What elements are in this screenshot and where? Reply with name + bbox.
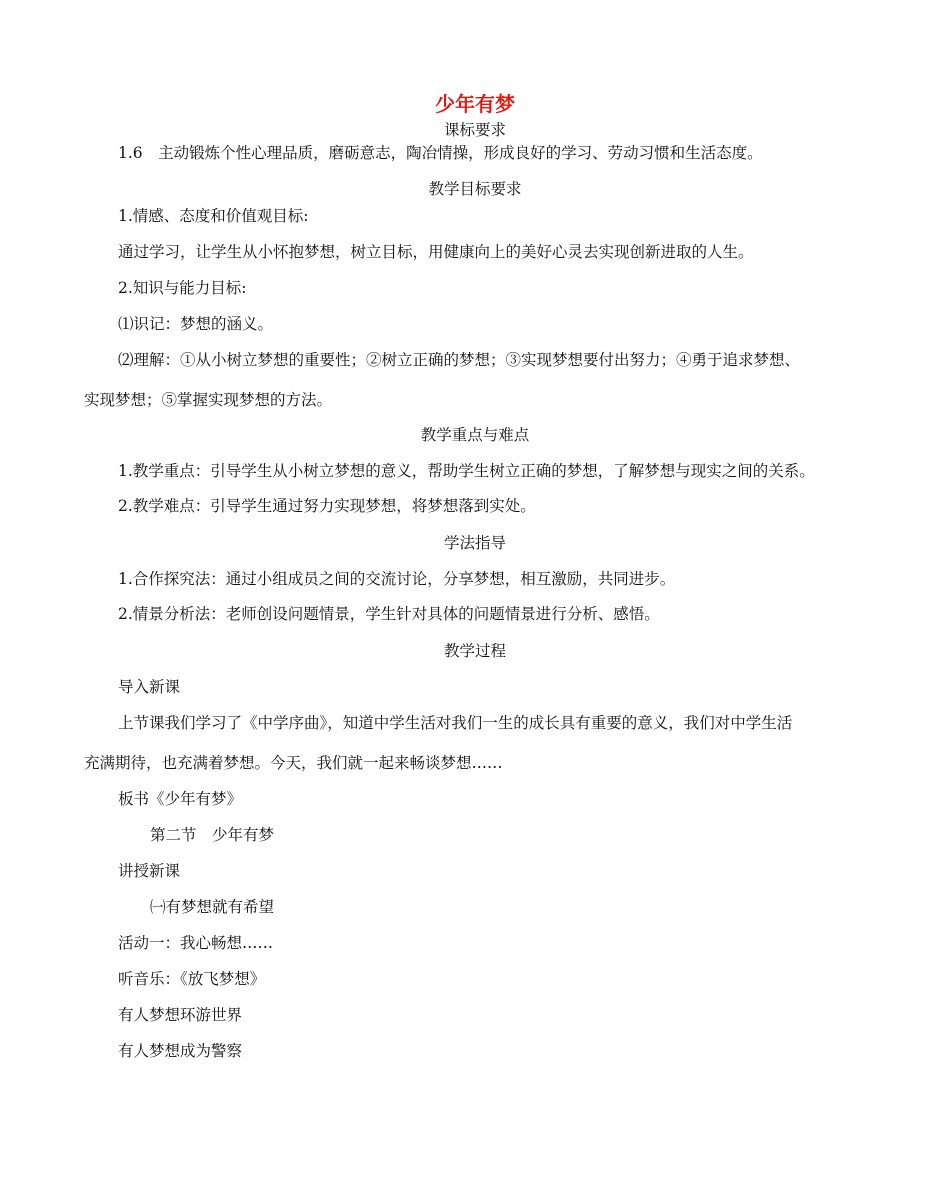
intro-line-2: 充满期待，也充满着梦想。今天，我们就一起来畅谈梦想…… bbox=[84, 754, 503, 772]
goal2-item1: ⑴识记：梦想的涵义。 bbox=[118, 315, 274, 333]
board-writing: 板书《少年有梦》 bbox=[118, 790, 243, 808]
document-title: 少年有梦 bbox=[435, 92, 515, 116]
curriculum-text: 1.6 主动锻炼个性心理品质，磨砺意志，陶冶情操，形成良好的学习、劳动习惯和生活态度。 bbox=[118, 144, 763, 162]
heading-goals: 教学目标要求 bbox=[428, 180, 522, 198]
music-line: 听音乐：《放飞梦想》 bbox=[118, 970, 266, 988]
key-point-2: 2.教学难点：引导学生通过努力实现梦想，将梦想落到实处。 bbox=[118, 497, 536, 515]
dream-line-2: 有人梦想成为警察 bbox=[118, 1042, 243, 1060]
method-1: 1.合作探究法：通过小组成员之间的交流讨论，分享梦想，相互激励，共同进步。 bbox=[118, 570, 676, 588]
activity-1: 活动一：我心畅想…… bbox=[118, 934, 274, 952]
intro-label: 导入新课 bbox=[118, 678, 181, 696]
intro-line-1: 上节课我们学习了《中学序曲》，知道中学生活对我们一生的成长具有重要的意义，我们对中学生活 bbox=[118, 714, 793, 732]
heading-process: 教学过程 bbox=[443, 642, 506, 660]
key-point-1: 1.教学重点：引导学生从小树立梦想的意义，帮助学生树立正确的梦想，了解梦想与现实之间的关系。 bbox=[118, 462, 815, 480]
goal2-item2-line1: ⑵理解：①从小树立梦想的重要性；②树立正确的梦想；③实现梦想要付出努力；④勇于追求梦想、 bbox=[118, 351, 801, 369]
method-2: 2.情景分析法：老师创设问题情景，学生针对具体的问题情景进行分析、感悟。 bbox=[118, 605, 660, 623]
goal1-text: 通过学习，让学生从小怀抱梦想，树立目标，用健康向上的美好心灵去实现创新进取的人生。 bbox=[118, 243, 754, 261]
section-heading: 第二节 少年有梦 bbox=[150, 826, 275, 844]
goal2-item2-line2: 实现梦想；⑤掌握实现梦想的方法。 bbox=[84, 391, 333, 409]
dream-line-1: 有人梦想环游世界 bbox=[118, 1006, 243, 1024]
heading-key-points: 教学重点与难点 bbox=[420, 426, 530, 444]
lecture-label: 讲授新课 bbox=[118, 862, 181, 880]
heading-curriculum: 课标要求 bbox=[443, 121, 506, 139]
goal2-label: 2.知识与能力目标: bbox=[118, 279, 247, 297]
heading-method: 学法指导 bbox=[443, 534, 506, 552]
goal1-label: 1.情感、态度和价值观目标: bbox=[118, 207, 309, 225]
subsection-1: ㈠有梦想就有希望 bbox=[150, 898, 275, 916]
